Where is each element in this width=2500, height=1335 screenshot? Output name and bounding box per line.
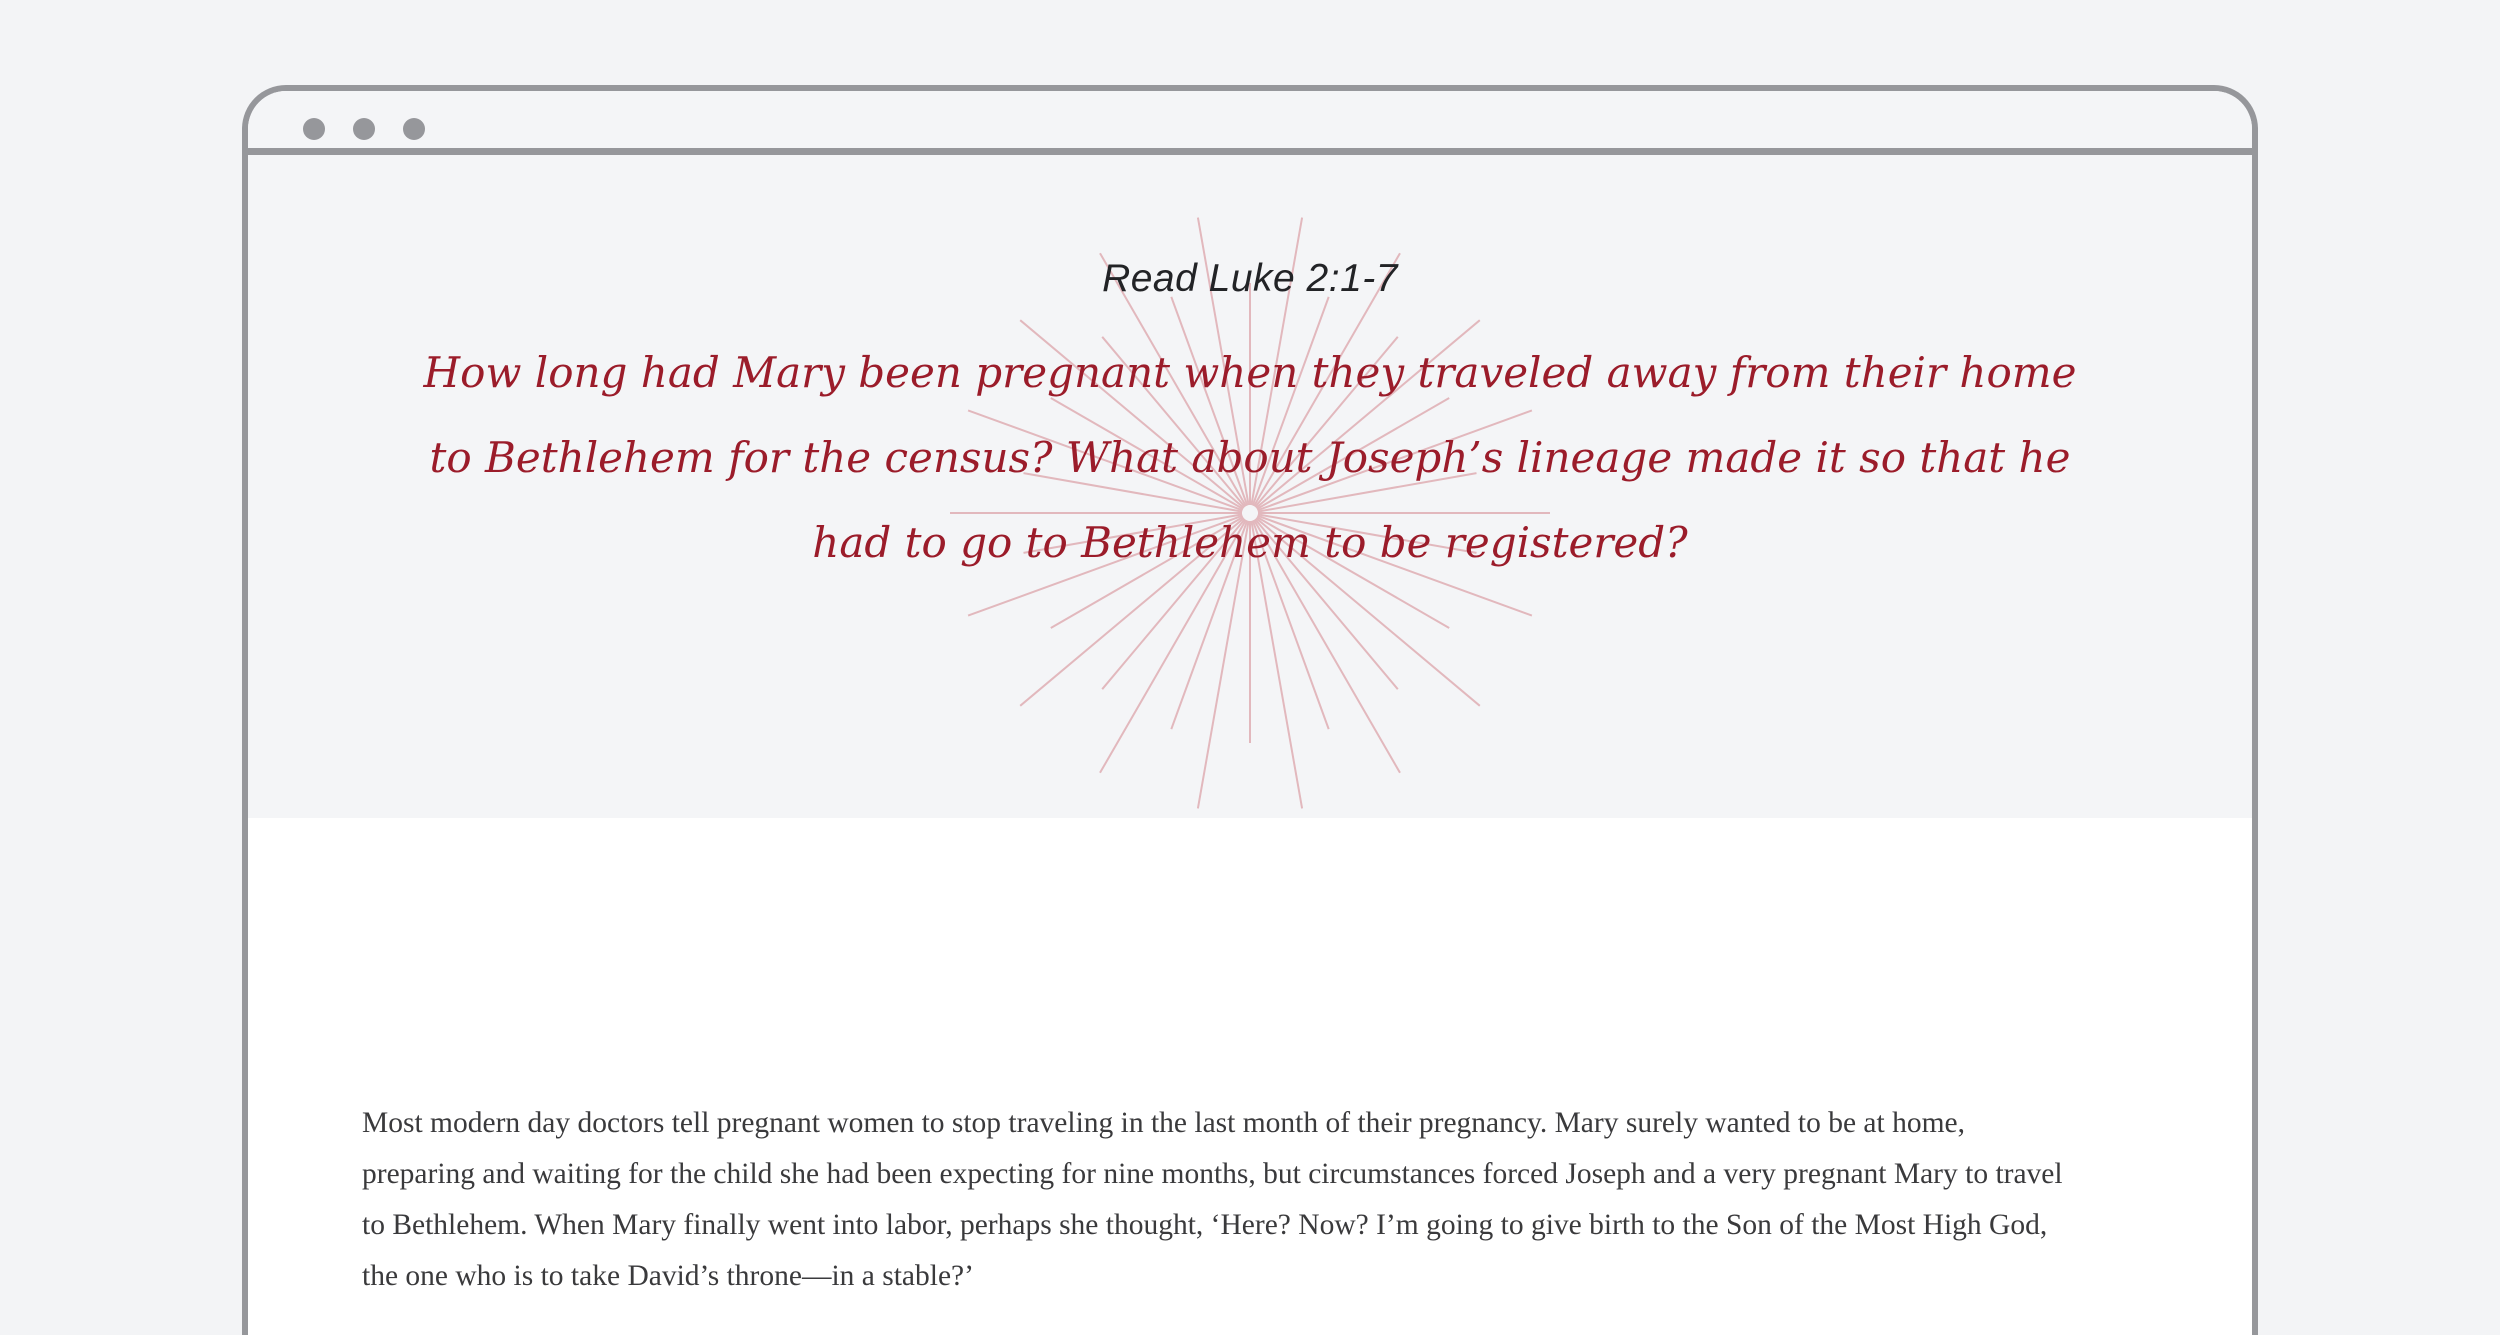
browser-window [242, 85, 2258, 1335]
body-paragraph: Most modern day doctors tell pregnant women to stop traveling in the last month of their pregnancy. Mary surely wanted to be at home, preparing and waiting for the child she had been expecting for nine months, but circumstances forced Joseph and a very pregnant Mary to travel to Bethlehem. When Mary finally went into labor, perhaps she thought, ‘Here? Now? I’m going to give birth to the Son of the Most High God, the one who is to take David’s throne—in a stable?’ [362, 1107, 2063, 1292]
reflection-question: How long had Mary been pregnant when they traveled away from their home to Bethlehem for the census? What about Joseph’s lineage made it so that he had to go to Bethlehem to be registered? [423, 348, 2077, 567]
window-dot-icon [303, 118, 325, 140]
scripture-reference: Read Luke 2:1-7 [1102, 257, 1398, 300]
window-dot-icon [353, 118, 375, 140]
hero-section [248, 155, 2252, 818]
window-title-bar [248, 91, 2252, 155]
main-content [248, 818, 2252, 1335]
window-dot-icon [403, 118, 425, 140]
